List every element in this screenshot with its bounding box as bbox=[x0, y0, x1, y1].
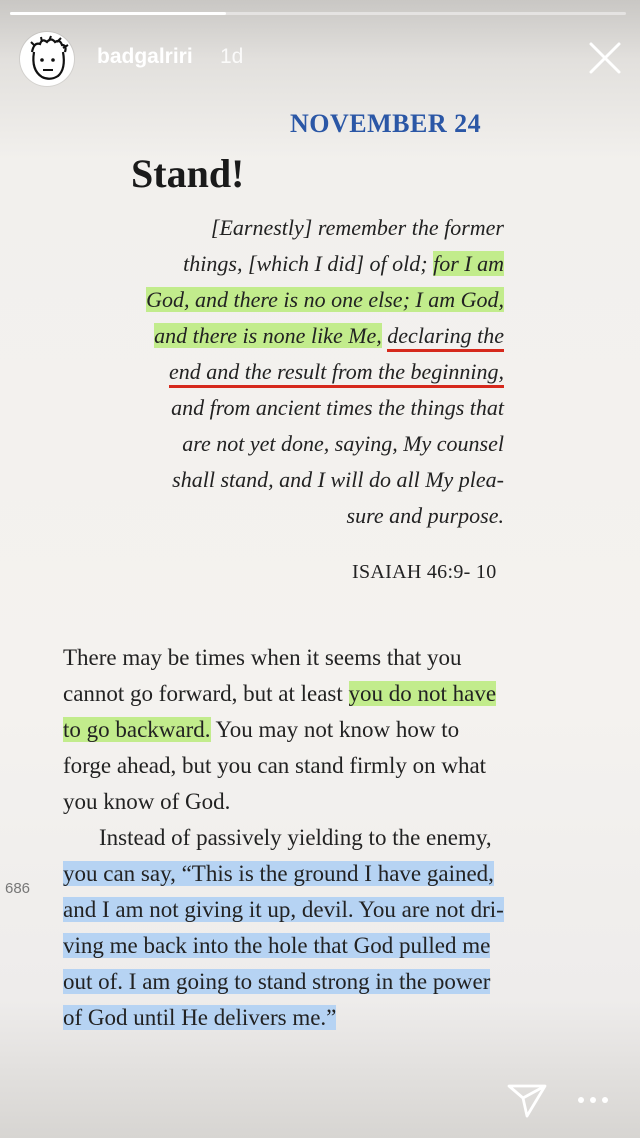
body-blue-marked-text: ving me back into the hole that God pulled me bbox=[63, 933, 491, 958]
body-text: Instead of passively yielding to the enemy, bbox=[99, 825, 492, 850]
verse-text: shall stand, and I will do all My plea- bbox=[172, 467, 504, 492]
verse-line bbox=[120, 210, 504, 246]
more-icon bbox=[576, 1090, 610, 1110]
page-title: Stand! bbox=[131, 151, 245, 196]
body-line bbox=[63, 964, 583, 1000]
verse-text: and from ancient times the things that bbox=[171, 395, 504, 420]
verse-green-marked-text: God, and there is no one else; I am God, bbox=[146, 287, 504, 312]
body-blue-marked-text: you can say, “This is the ground I have gained, bbox=[63, 861, 494, 886]
body-blue-marked-text: and I am not giving it up, devil. You are not dri- bbox=[63, 897, 504, 922]
devotional-body-text bbox=[63, 640, 583, 1036]
verse-green-marked-text: for I am bbox=[433, 251, 504, 276]
story-progress-fill bbox=[10, 12, 226, 15]
verse-green-marked-text: and there is none like Me, bbox=[154, 323, 382, 348]
body-line bbox=[63, 820, 583, 856]
more-options-button[interactable] bbox=[576, 1090, 610, 1110]
body-line bbox=[63, 892, 583, 928]
body-green-marked-text: you do not have bbox=[348, 681, 497, 706]
verse-line bbox=[120, 246, 504, 282]
verse-red-marked-text: declaring the bbox=[387, 323, 504, 352]
date-heading: NOVEMBER 24 bbox=[290, 109, 482, 138]
body-text: There may be times when it seems that you bbox=[63, 645, 462, 670]
body-line bbox=[63, 748, 583, 784]
body-line bbox=[63, 676, 583, 712]
verse-line bbox=[120, 498, 504, 534]
verse-text: are not yet done, saying, My counsel bbox=[182, 431, 504, 456]
body-green-marked-text: to go backward. bbox=[63, 717, 211, 742]
verse-line bbox=[120, 462, 504, 498]
body-line bbox=[63, 712, 583, 748]
verse-line bbox=[120, 390, 504, 426]
verse-text: sure and purpose. bbox=[346, 503, 504, 528]
verse-reference: ISAIAH 46:9- 10 bbox=[352, 561, 497, 583]
verse-red-marked-text: end and the result from the beginning, bbox=[169, 359, 504, 388]
story-time-ago: 1d bbox=[220, 45, 244, 68]
body-text: cannot go forward, but at least bbox=[63, 681, 349, 706]
body-text: forge ahead, but you can stand firmly on what bbox=[63, 753, 487, 778]
body-line bbox=[63, 928, 583, 964]
body-blue-marked-text: of God until He delivers me.” bbox=[63, 1005, 337, 1030]
body-blue-marked-text: out of. I am going to stand strong in the power bbox=[63, 969, 491, 994]
body-line bbox=[63, 784, 583, 820]
body-line bbox=[63, 1000, 583, 1036]
verse-line bbox=[120, 282, 504, 318]
avatar-face-icon bbox=[20, 32, 74, 86]
verse-line bbox=[120, 318, 504, 354]
body-text: you know of God. bbox=[63, 789, 231, 814]
story-username[interactable]: badgalriri bbox=[97, 45, 193, 68]
verse-line bbox=[120, 354, 504, 390]
body-line bbox=[63, 640, 583, 676]
send-icon bbox=[505, 1080, 549, 1120]
close-icon bbox=[585, 38, 625, 78]
close-button[interactable] bbox=[585, 38, 625, 78]
verse-text: things, [which I did] of old; bbox=[183, 251, 434, 276]
scripture-verse bbox=[120, 210, 504, 534]
send-button[interactable] bbox=[505, 1080, 549, 1120]
page-number: 686 bbox=[5, 880, 31, 897]
verse-line bbox=[120, 426, 504, 462]
body-text: You may not know how to bbox=[210, 717, 460, 742]
story-progress-bar bbox=[10, 12, 626, 15]
verse-text: [Earnestly] remember the former bbox=[210, 215, 504, 240]
body-line bbox=[63, 856, 583, 892]
avatar[interactable] bbox=[20, 32, 74, 86]
